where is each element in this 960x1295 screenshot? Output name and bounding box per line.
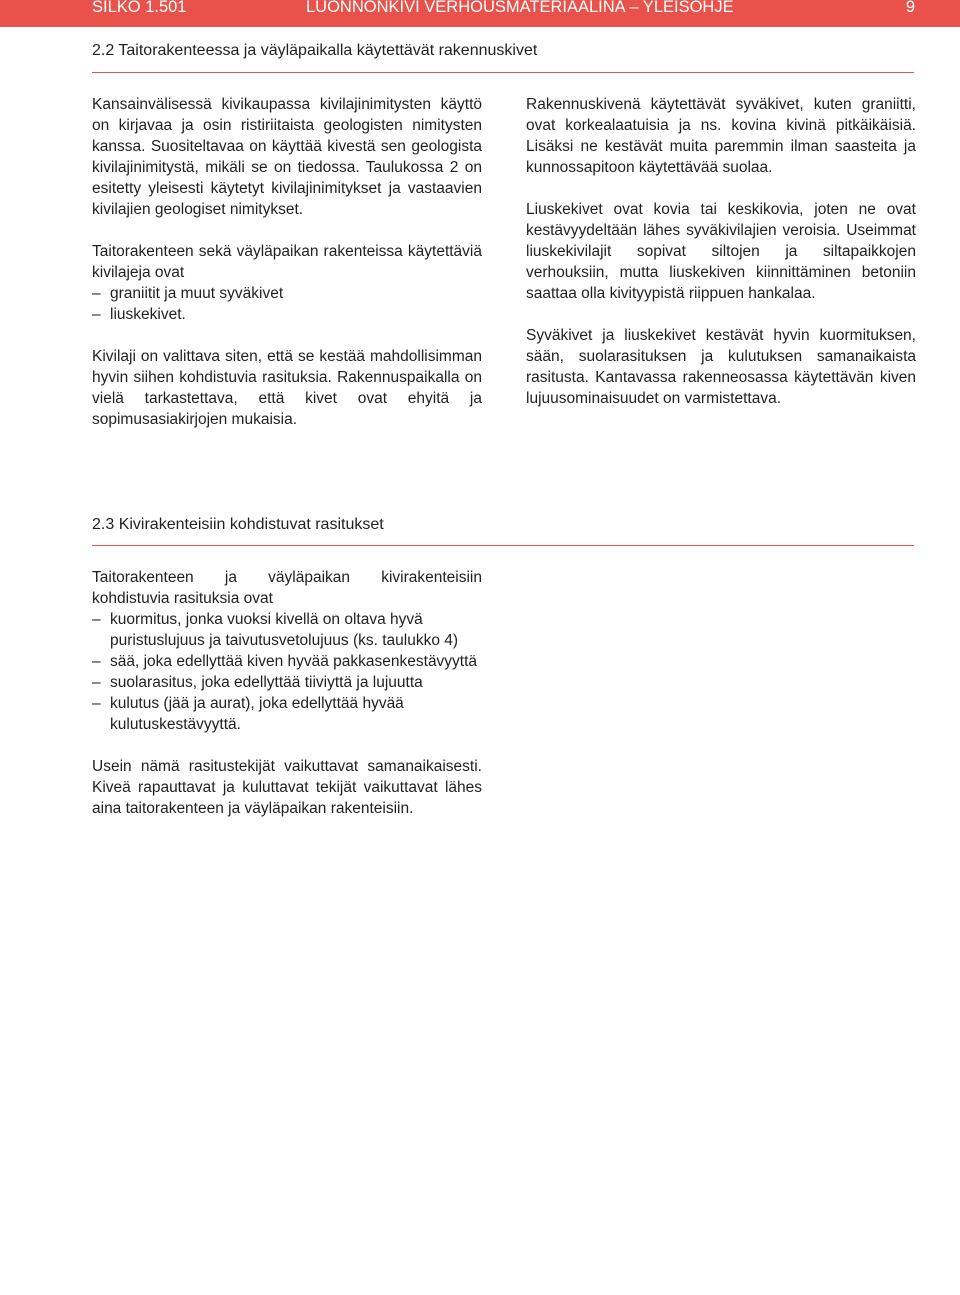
section-2-2-divider (92, 72, 914, 73)
paragraph-rock-types-intro: Taitorakenteen sekä väyläpaikan rakenteissa käytettäviä kivilajeja ovat (92, 243, 482, 281)
stresses-list (92, 609, 482, 735)
section-2-3-column (92, 567, 482, 819)
paragraph-plutonic-rocks: Rakennuskivenä käytettävät syväkivet, kuten graniitti, ovat korkealaatuisia ja ns. kovina kivinä pitkäikäisiä. Lisäksi ne kestävät muita paremmin ilman saasteita ja kunnossapitoon käytettävää suolaa. (526, 96, 916, 176)
list-item: – sää, joka edellyttää kiven hyvää pakkasenkestävyyttä (92, 651, 482, 672)
series-code: SILKO 1.501 (92, 0, 187, 16)
document-title: LUONNONKIVI VERHOUSMATERIAALINA – YLEISOHJE (306, 0, 734, 16)
section-2-3-title: 2.3 Kivirakenteisiin kohdistuvat rasitukset (92, 516, 384, 533)
header-band (0, 0, 960, 27)
list-item: – liuskekivet. (92, 304, 482, 325)
paragraph-rock-selection: Kivilaji on valittava siten, että se kestää mahdollisimman hyvin siihen kohdistuvia rasituksia. Rakennuspaikalla on vielä tarkastettava, että kivet ovat ehyitä ja sopimusasiakirjojen mukaisia. (92, 348, 482, 428)
list-item: – kulutus (jää ja aurat), joka edellyttää hyvää kulutuskestävyyttä. (92, 693, 482, 735)
section-2-2-right-column (526, 94, 916, 409)
list-item: – graniitit ja muut syväkivet (92, 283, 482, 304)
section-2-3-divider (92, 545, 914, 546)
page-number: 9 (905, 0, 915, 16)
section-2-2-title: 2.2 Taitorakenteessa ja väyläpaikalla käytettävät rakennuskivet (92, 42, 538, 59)
paragraph-schist-rocks: Liuskekivet ovat kovia tai keskikovia, joten ne ovat kestävyydeltään lähes syväkivilajien veroisia. Useimmat liuskekivilajit sopivat siltojen ja siltapaikkojen verhouksiin, mutta liuskekiven kiinnittäminen betoniin saattaa olla kivityypistä riippuen hankalaa. (526, 201, 916, 302)
list-item: – kuormitus, jonka vuoksi kivellä on oltava hyvä puristuslujuus ja taivutusvetolujuus (ks. taulukko 4) (92, 609, 482, 651)
section-2-2-left-column (92, 94, 482, 430)
paragraph-combined-stresses: Usein nämä rasitustekijät vaikuttavat samanaikaisesti. Kiveä rapauttavat ja kuluttavat tekijät vaikuttavat lähes aina taitorakenteen ja väyläpaikan rakenteisiin. (92, 758, 482, 817)
paragraph-naming: Kansainvälisessä kivikaupassa kivilajinimitysten käyttö on kirjavaa ja osin ristiriitaista geologisten nimitysten kanssa. Suositeltavaa on käyttää kivestä sen geologista kivilajinimitystä, mikäli se on tiedossa. Taulukossa 2 on esitetty yleisesti käytetyt kivilajinimitykset ja vastaavien kivilajien geologiset nimitykset. (92, 96, 482, 218)
rock-types-list (92, 283, 482, 325)
paragraph-stresses-intro: Taitorakenteen ja väyläpaikan kivirakenteisiin kohdistuvia rasituksia ovat (92, 569, 482, 607)
list-item: – suolarasitus, joka edellyttää tiiviyttä ja lujuutta (92, 672, 482, 693)
paragraph-durability: Syväkivet ja liuskekivet kestävät hyvin kuormituksen, sään, suolarasituksen ja kulutuksen samanaikaista rasitusta. Kantavassa rakenneosassa käytettävän kiven lujuusominaisuudet on varmistettava. (526, 327, 916, 407)
